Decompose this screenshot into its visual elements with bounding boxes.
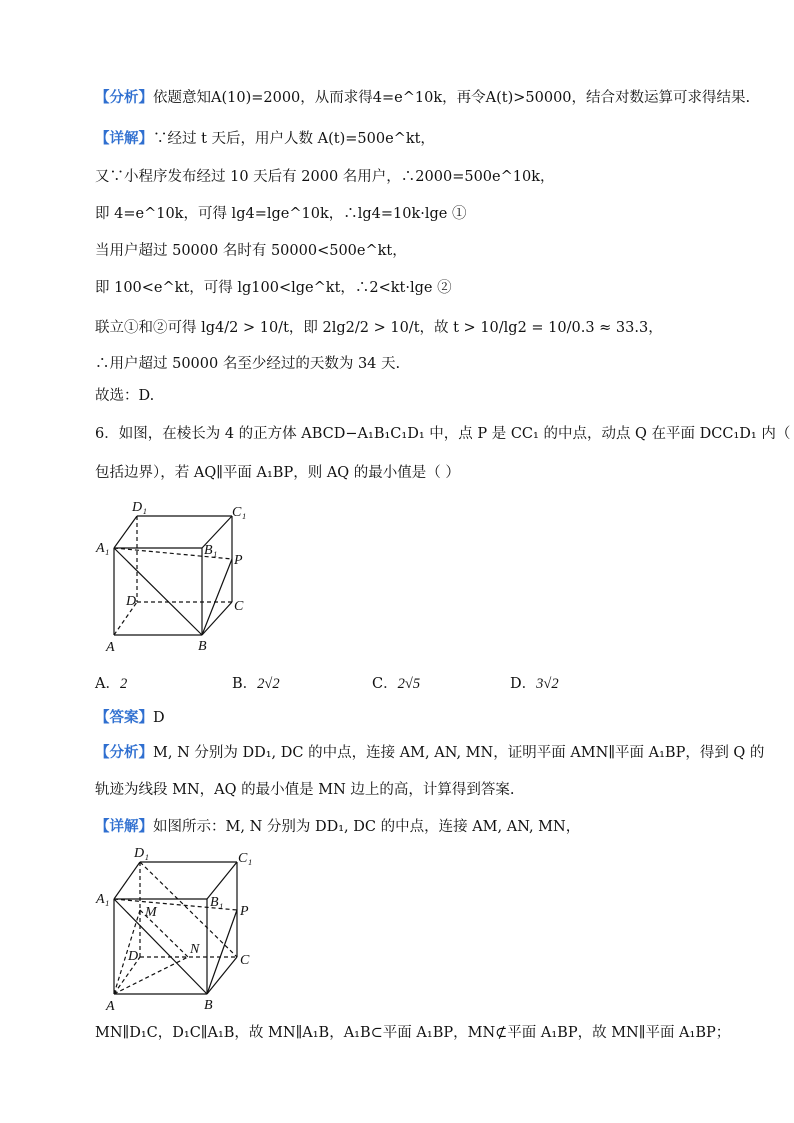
label-A: A xyxy=(106,640,115,655)
label2-N: N xyxy=(190,942,200,957)
label2-A1: A₁ xyxy=(96,892,110,907)
label2-C1: C₁ xyxy=(238,851,253,866)
label-P: P xyxy=(234,553,243,568)
option-d: D．3√2 xyxy=(510,676,559,692)
option-a: A．2 xyxy=(95,676,128,692)
option-c: C．2√5 xyxy=(372,676,421,692)
label2-M: M xyxy=(145,905,157,920)
detail-line-8: 故选：D. xyxy=(95,388,155,404)
detail-tag: 【详解】 xyxy=(95,131,153,147)
analysis-text: 依题意知A(10)=2000，从而求得4=e^10k，再令A(t)>50000，结合对数运算可求得结果. xyxy=(153,90,751,106)
cube-diagram-1 xyxy=(92,498,272,658)
detail2-tag: 【详解】 xyxy=(95,819,153,835)
label2-B: B xyxy=(204,998,213,1013)
analysis2-line-2: 轨迹为线段 MN，AQ 的最小值是 MN 边上的高，计算得到答案. xyxy=(95,782,515,798)
detail2-text: 如图所示：M, N 分别为 DD₁, DC 的中点，连接 AM, AN, MN， xyxy=(153,819,581,835)
label2-D1: D₁ xyxy=(134,846,149,861)
analysis-line-1 xyxy=(95,87,751,109)
detail-line-3: 即 4=e^10k，可得 lg4=lge^10k，∴lg4=10k·lge ① xyxy=(95,206,467,222)
label2-D: D xyxy=(128,949,139,964)
cube-figure-1 xyxy=(92,498,272,658)
detail-line-4: 当用户超过 50000 名时有 50000<500e^kt， xyxy=(95,243,407,259)
label2-B1: B₁ xyxy=(210,895,224,910)
detail2-line-1 xyxy=(95,816,734,838)
question-line-1: 6．如图，在棱长为 4 的正方体 ABCD−A₁B₁C₁D₁ 中，点 P 是 CC₁ 的中点，动点 Q 在平面 DCC₁D₁ 内（ xyxy=(95,426,791,442)
detail-line-7: ∴用户超过 50000 名至少经过的天数为 34 天. xyxy=(95,356,401,372)
label-B1: B₁ xyxy=(204,543,218,558)
label-B: B xyxy=(198,639,207,654)
cube-diagram-2 xyxy=(92,844,272,1014)
analysis2-text-1: M, N 分别为 DD₁, DC 的中点，连接 AM, AN, MN，证明平面 AMN∥平面 A₁BP，得到 Q 的 xyxy=(153,745,765,761)
analysis2-line-1 xyxy=(95,742,765,764)
analysis-tag: 【分析】 xyxy=(95,90,153,106)
answer-line xyxy=(95,707,734,729)
detail-line-1 xyxy=(95,128,734,150)
detail-text: ∵经过 t 天后，用户人数 A(t)=500e^kt， xyxy=(153,131,435,147)
label-A1: A₁ xyxy=(96,541,110,556)
analysis2-tag: 【分析】 xyxy=(95,745,153,761)
proof-line: MN∥D₁C，D₁C∥A₁B，故 MN∥A₁B，A₁B⊂平面 A₁BP，MN⊄平面 A₁BP，故 MN∥平面 A₁BP； xyxy=(95,1025,731,1041)
detail-line-2: 又∵小程序发布经过 10 天后有 2000 名用户，∴2000=500e^10k， xyxy=(95,169,555,185)
question-line-2: 包括边界），若 AQ∥平面 A₁BP，则 AQ 的最小值是（ ） xyxy=(95,465,460,481)
label-D1: D₁ xyxy=(132,500,147,515)
detail-line-5: 即 100<e^kt，可得 lg100<lge^kt，∴2<kt·lge ② xyxy=(95,280,452,296)
label2-P: P xyxy=(240,904,249,919)
cube-figure-2 xyxy=(92,844,272,1014)
label2-C: C xyxy=(240,953,250,968)
label-D: D xyxy=(126,594,137,609)
detail-line-6: 联立①和②可得 lg4/2 > 10/t，即 2lg2/2 > 10/t，故 t > 10/lg2 = 10/0.3 ≈ 33.3， xyxy=(95,320,663,336)
option-b: B．2√2 xyxy=(232,676,280,692)
label-C1: C₁ xyxy=(232,505,247,520)
label2-A: A xyxy=(106,999,115,1014)
label-C: C xyxy=(234,599,244,614)
answer-value: D xyxy=(153,710,165,726)
answer-tag: 【答案】 xyxy=(95,710,153,726)
